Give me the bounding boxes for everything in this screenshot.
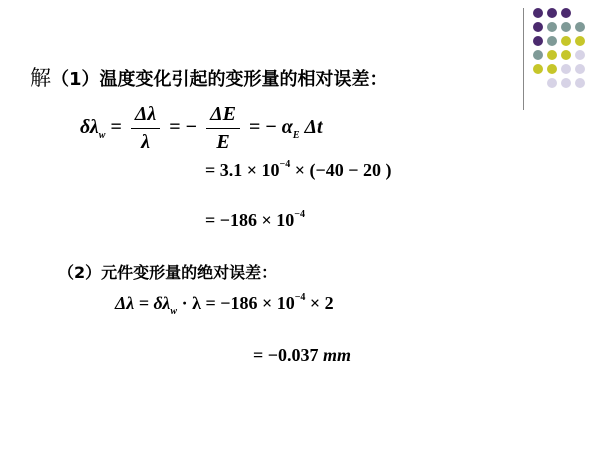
eq4-mid: · λ = −186 × 10 xyxy=(177,293,295,313)
eq2-exp: −4 xyxy=(279,159,291,170)
solution-label: 解 xyxy=(30,66,51,90)
decorative-dot xyxy=(547,78,557,88)
decorative-dot xyxy=(547,8,557,18)
eq1-frac1-num: Δλ xyxy=(131,103,160,129)
eq3-text: = −186 × 10 xyxy=(205,210,295,230)
eq4-lhs-sub: w xyxy=(170,306,178,317)
decorative-dot xyxy=(575,78,585,88)
part1-heading xyxy=(30,62,388,92)
decorative-dot xyxy=(561,50,571,60)
decorative-dot xyxy=(547,36,557,46)
eq2-rest: × (−40 − 20 ) xyxy=(290,160,392,180)
eq1-alpha: α xyxy=(281,116,293,139)
eq1-rhs-suffix: Δt xyxy=(304,116,323,139)
decorative-dot xyxy=(533,50,543,60)
eq4-rest: × 2 xyxy=(305,293,334,313)
eq2-text: = 3.1 × 10 xyxy=(205,160,280,180)
decorative-dot xyxy=(561,64,571,74)
eq4-lhs: Δλ = δλ xyxy=(115,293,171,313)
eq1-fraction-2 xyxy=(206,103,240,154)
eq1-rhs-prefix: = − xyxy=(248,116,277,139)
eq1-lhs: δλ xyxy=(80,116,99,139)
eq4-exp: −4 xyxy=(294,292,306,303)
decorative-dot xyxy=(533,64,543,74)
eq1-lhs-sub: w xyxy=(98,130,106,142)
eq5-text: = −0.037 xyxy=(253,345,324,365)
decorative-dot-grid xyxy=(533,8,599,98)
equation-2 xyxy=(205,160,391,181)
decorative-dot xyxy=(575,50,585,60)
decorative-dot xyxy=(561,36,571,46)
decorative-dot xyxy=(533,36,543,46)
eq1-frac2-den: E xyxy=(216,131,230,153)
decorative-dot xyxy=(547,64,557,74)
decorative-dot xyxy=(561,22,571,32)
decorative-dot xyxy=(533,22,543,32)
eq3-exp: −4 xyxy=(294,209,305,220)
eq1-equals: = xyxy=(110,116,122,139)
decorative-dot xyxy=(547,50,557,60)
decorative-divider-line xyxy=(523,8,524,110)
eq1-fraction-1 xyxy=(131,103,160,154)
eq5-unit: mm xyxy=(323,345,352,365)
decorative-dot xyxy=(575,64,585,74)
part2-heading: （2）元件变形量的绝对误差： xyxy=(58,263,278,282)
equation-4 xyxy=(115,292,334,317)
equation-5 xyxy=(253,345,351,366)
decorative-dot xyxy=(575,36,585,46)
eq1-neg: = − xyxy=(169,116,198,139)
decorative-dot xyxy=(533,8,543,18)
decorative-dot xyxy=(575,22,585,32)
eq1-frac1-den: λ xyxy=(141,131,150,153)
decorative-dot xyxy=(561,8,571,18)
eq1-alpha-sub: E xyxy=(292,130,300,142)
equation-3 xyxy=(205,210,305,231)
part1-heading-text: （1）温度变化引起的变形量的相对误差： xyxy=(51,69,388,90)
decorative-dot xyxy=(547,22,557,32)
equation-1 xyxy=(80,103,323,154)
decorative-dot xyxy=(561,78,571,88)
eq1-frac2-num: ΔE xyxy=(206,103,240,129)
